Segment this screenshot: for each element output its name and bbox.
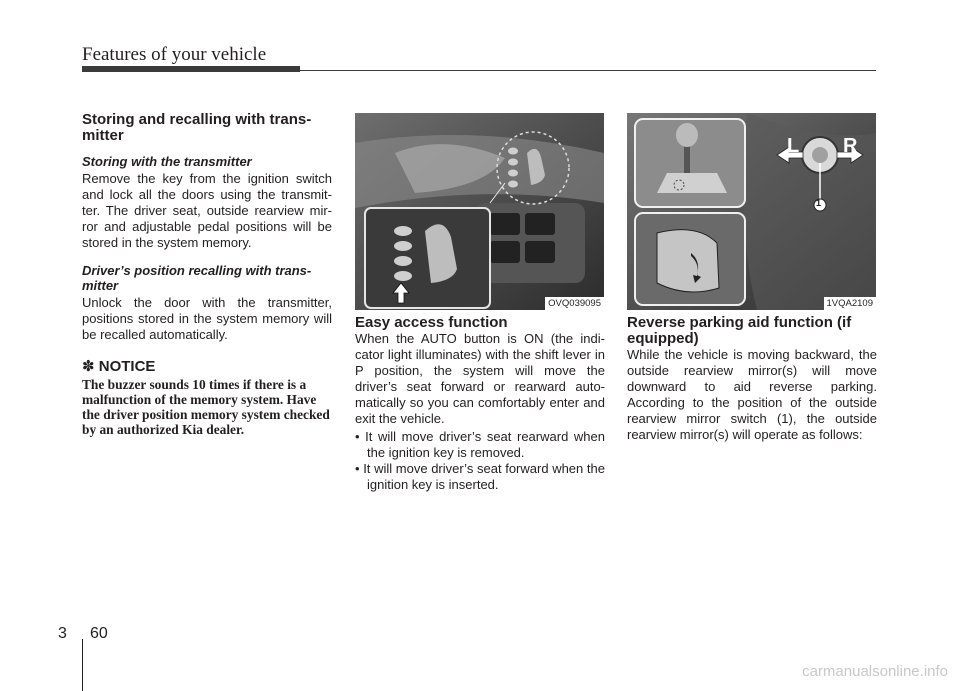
figure-label-left: L [787,135,800,157]
page-chapter-number: 3 [58,625,67,642]
door-panel-illustration [355,113,604,310]
notice-title: ✽ NOTICE [82,358,156,375]
section-title-storing-recalling: Storing and recalling with trans-mitter [82,111,312,144]
subheading-recalling-transmitter: Driver’s position recalling with trans-mitter [82,263,312,293]
figure-reverse-parking-aid [627,113,876,310]
header-rule [300,70,876,71]
column-right [627,315,877,443]
page-number: 60 [90,625,108,642]
paragraph-recalling: Unlock the door with the transmitter, positions stored in the system memory will be recalled automatically. [82,295,332,342]
figure-door-memory-buttons [355,113,604,310]
figure-code-1vqa2109: 1VQA2109 [824,297,876,310]
list-item: • It will move driver’s seat forward when the ignition key is inserted. [355,461,605,492]
footer-divider [82,639,83,691]
list-item: • It will move driver’s seat rearward when the ignition key is removed. [355,429,605,460]
figure-code-ovq039095: OVQ039095 [545,297,604,310]
subheading-storing-transmitter: Storing with the transmitter [82,154,252,169]
paragraph-storing: Remove the key from the ignition switch and lock all the doors using the transmit-ter. The driver seat, outside rearview mir-ror and adjustable pedal positions will be stored in the system memory. [82,171,332,250]
inset-zoom-panel [365,208,490,308]
watermark-text: carmanualsonline.info [802,663,948,680]
page-header-title: Features of your vehicle [82,44,267,65]
section-title-easy-access: Easy access function [355,314,508,331]
paragraph-easy-access: When the AUTO button is ON (the indi-cator light illuminates) with the shift lever in P position, the system will move the driver’s seat forward or rearward auto-matically so you can comfortably enter and exit the vehicle. [355,331,605,426]
notice-body: The buzzer sounds 10 times if there is a malfunction of the memory system. Have the driver position memory system checked by an authorized Kia dealer. [82,377,330,437]
column-middle [355,315,605,493]
figure-callout-1: 1 [816,198,822,208]
paragraph-reverse-parking: While the vehicle is moving backward, the outside rearview mirror(s) will move downward to aid reverse parking. According to the position of the outside rearview mirror switch (1), the outside rearview mirror(s) will operate as follows: [627,347,877,442]
figure-label-right: R [843,135,858,157]
header-bar [82,66,300,72]
easy-access-bullets [355,429,605,493]
mirror-switch-illustration [627,113,876,310]
column-left [82,112,332,437]
section-title-reverse-parking: Reverse parking aid function (if equipped) [627,314,852,347]
